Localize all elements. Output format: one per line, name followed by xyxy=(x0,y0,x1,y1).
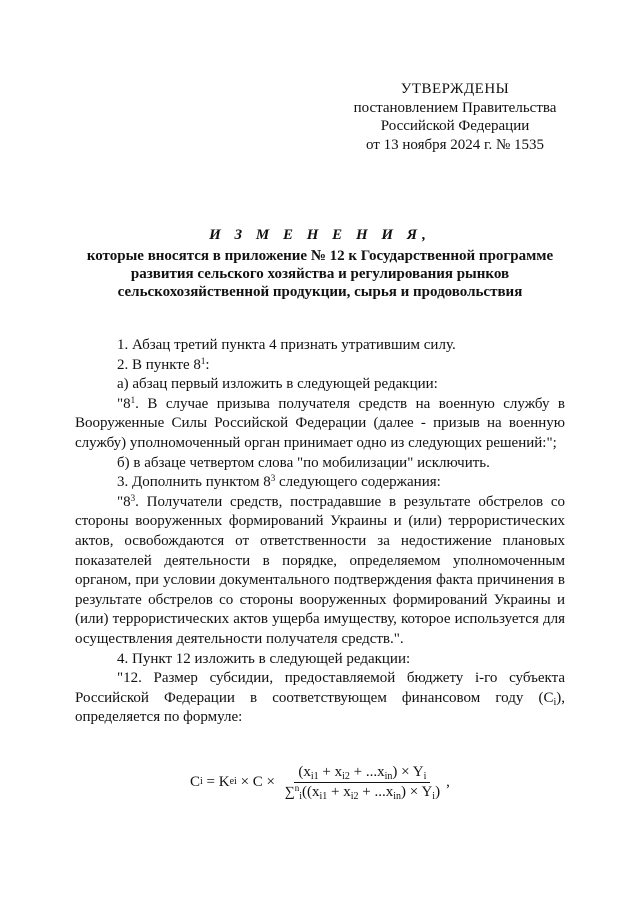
approval-line-1: постановлением Правительства xyxy=(353,99,557,116)
paragraph-1: 1. Абзац третий пункта 4 признать утратившим силу. xyxy=(117,337,456,353)
approval-block xyxy=(330,80,580,154)
formula-denominator: $\sum^n_i((x_{i1} + x_{i2} + ...x_{in}) \times Y_i)$ xyxy=(284,782,441,802)
paragraph-2: 2. В пункте $8^1$: xyxy=(117,355,210,373)
formula-fraction xyxy=(281,764,444,801)
paragraph-9: "12. Размер субсидии, предоставляемой бюджету i-го субъекта Российской Федерации в соответствующем финансовом году $(C_i)$, определяется по формуле: xyxy=(75,670,565,726)
approval-line-2: Российской Федерации xyxy=(380,118,530,134)
paragraph-7: "$8^3$. Получатели средств, пострадавшие в результате обстрелов со стороны вооруженных формирований Украины и (или) террористических актов, освобождаются от ответственности за недостижение плановых показателей деятельности в порядке, определяемом уполномоченным органом, при условии документального подтверждения факта причинения в результате обстрелов со стороны вооруженных формирований Украины и (или) террористических актов ущерба имуществу, которое используется для осуществления деятельности получателя средств.". xyxy=(75,492,565,647)
subsidy-formula: C i = K ei × C × $\frac{(x_{i1} + x_{i2} + ...x_{in}) \times Y_i}{\sum^n_i((x_{i1} + x_{i2} + ...x_{in}) \times Y_i)}$ , xyxy=(190,763,450,802)
approval-title: УТВЕРЖДЕНЫ xyxy=(400,81,510,97)
changes-heading xyxy=(60,226,580,301)
paragraph-3: а) абзац первый изложить в следующей редакции: xyxy=(117,376,438,393)
approval-line-3: от 13 ноября 2024 г. № 1535 xyxy=(365,136,545,153)
paragraph-5: б) в абзаце четвертом слова "по мобилизации" исключить. xyxy=(117,454,490,471)
heading-subtitle: которые вносятся в приложение № 12 к Государственной программе развития сельского хозяйства и регулирования рынков сельскохозяйственной продукции, сырья и продовольствия xyxy=(86,248,554,300)
paragraph-6: 3. Дополнить пунктом $8^3$ следующего содержания: xyxy=(117,473,441,491)
paragraph-8: 4. Пункт 12 изложить в следующей редакции: xyxy=(117,650,411,667)
heading-title: И З М Е Н Е Н И Я, xyxy=(209,227,431,243)
paragraph-4: "$8^1$. В случае призыва получателя средств на военную службу в Вооруженные Силы Российской Федерации (далее - призыв на военную службу) уполномоченный орган принимает одно из следующих решений:"; xyxy=(75,394,565,451)
document-body xyxy=(75,336,565,728)
formula-numerator: $(x_{i1} + x_{i2} + ...x_{in}) \times Y_i$ xyxy=(294,764,430,783)
